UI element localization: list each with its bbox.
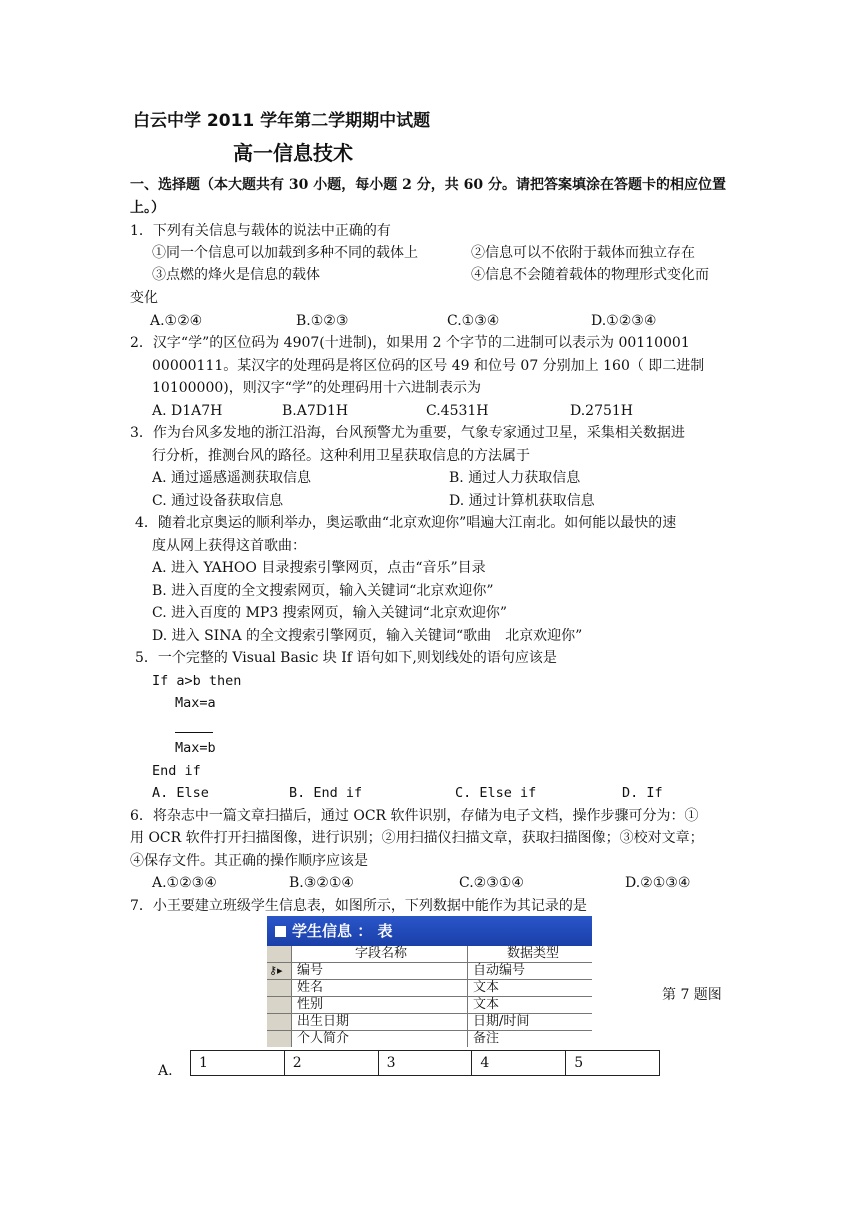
field-name: 姓名: [297, 980, 324, 995]
q1-option-b: B.①②③: [296, 313, 349, 329]
q7-option-a-label: A.: [158, 1063, 173, 1079]
q3-stem-line2: 行分析，推测台风的路径。这种利用卫星获取信息的方法属于: [152, 448, 530, 464]
field-name: 个人简介: [297, 1031, 350, 1046]
field-type: 日期/时间: [467, 1014, 592, 1030]
option-a-cell: 3: [379, 1051, 473, 1075]
q4-stem-line2: 度从网上获得这首歌曲：: [152, 538, 306, 554]
access-row: [267, 1014, 592, 1031]
q4-stem-line1: 4．随着北京奥运的顺利举办，奥运歌曲“北京欢迎你”唱遍大江南北。如何能以最快的速: [135, 515, 677, 531]
q1-statement-4: ④信息不会随着载体的物理形式变化而: [471, 267, 709, 283]
q5-code-blank: [175, 732, 213, 733]
access-row: [267, 980, 592, 997]
option-a-cell: 4: [472, 1051, 566, 1075]
field-type: 文本: [467, 980, 592, 996]
q1-statement-3: ③点燃的烽火是信息的载体: [152, 267, 320, 283]
q1-option-c: C.①③④: [447, 313, 500, 329]
q3-option-b: B. 通过人力获取信息: [449, 470, 581, 486]
q2-option-d: D.2751H: [570, 403, 634, 419]
q3-option-c: C. 通过设备获取信息: [152, 493, 284, 509]
col-type-header: 数据类型: [467, 946, 592, 962]
q4-option-b: B. 进入百度的全文搜索网页，输入关键词“北京欢迎你”: [152, 583, 494, 599]
q2-option-a: A. D1A7H: [152, 403, 223, 419]
field-type: 自动编号: [467, 963, 592, 979]
field-name: 出生日期: [297, 1014, 350, 1029]
option-a-cell: 2: [285, 1051, 379, 1075]
q6-option-a: A.①②③④: [152, 875, 217, 891]
q2-stem-line3: 10100000)，则汉字“学”的处理码用十六进制表示为: [152, 380, 482, 396]
q5-option-a: A. Else: [152, 785, 209, 801]
col-field-header: 字段名称: [354, 946, 407, 961]
q1-stem: 1．下列有关信息与载体的说法中正确的有: [130, 223, 391, 239]
q5-stem: 5．一个完整的 Visual Basic 块 If 语句如下,则划线处的语句应该是: [135, 650, 557, 666]
primary-key-icon: ⚷▸: [269, 964, 283, 977]
field-name: 性别: [297, 997, 324, 1012]
school-title: 白云中学 2011 学年第二学期期中试题: [133, 111, 431, 131]
section-heading-cont: 上。）: [130, 200, 165, 216]
q6-stem-line3: ④保存文件。其正确的操作顺序应该是: [130, 853, 368, 869]
option-a-cell: 1: [191, 1051, 285, 1075]
access-table-figure: [267, 916, 592, 1049]
q6-stem-line1: 6．将杂志中一篇文章扫描后，通过 OCR 软件识别，存储为电子文档，操作步骤可分为：①: [130, 808, 699, 824]
q4-option-c: C. 进入百度的 MP3 搜索网页，输入关键词“北京欢迎你”: [152, 605, 507, 621]
q5-code-max-b: Max=b: [175, 740, 216, 756]
q2-stem-line1: 2．汉字“学”的区位码为 4907(十进制)，如果用 2 个字节的二进制可以表示为 00110001: [130, 335, 690, 351]
access-window-titlebar: [267, 916, 592, 946]
q3-option-a: A. 通过遥感遥测获取信息: [152, 470, 312, 486]
option-a-cell: 5: [574, 1055, 584, 1071]
q3-option-d: D. 通过计算机获取信息: [449, 493, 595, 509]
q4-option-a: A. 进入 YAHOO 目录搜索引擎网页，点击“音乐”目录: [152, 560, 486, 576]
q1-statement-1: ①同一个信息可以加载到多种不同的载体上: [152, 245, 418, 261]
section-heading: 一、选择题（本大题共有 30 小题，每小题 2 分，共 60 分。请把答案填涂在答题卡的相应位置: [130, 177, 726, 193]
access-header-row: [267, 946, 592, 963]
field-type: 备注: [467, 1031, 592, 1047]
q1-option-d: D.①②③④: [591, 313, 657, 329]
q1-statement-2: ②信息可以不依附于载体而独立存在: [471, 245, 695, 261]
field-type: 文本: [467, 997, 592, 1013]
access-row: [267, 963, 592, 980]
access-window-title: 学生信息 ： 表: [292, 922, 393, 940]
q4-option-d: D. 进入 SINA 的全文搜索引擎网页，输入关键词“歌曲 北京欢迎你”: [152, 628, 583, 644]
q6-stem-line2: 用 OCR 软件打开扫描图像，进行识别；②用扫描仪扫描文章，获取扫描图像；③校对文章；: [130, 830, 704, 846]
q5-code-max-a: Max=a: [175, 695, 216, 711]
q6-option-c: C.②③①④: [459, 875, 524, 891]
q6-option-b: B.③②①④: [289, 875, 354, 891]
q2-option-c: C.4531H: [426, 403, 489, 419]
q2-stem-line2: 00000111。某汉字的处理码是将区位码的区号 49 和位号 07 分别加上 160（ 即二进制: [152, 358, 705, 374]
q5-code-if: If a>b then: [152, 673, 242, 689]
table-icon: [275, 926, 286, 937]
q3-stem-line1: 3．作为台风多发地的浙江沿海，台风预警尤为重要，气象专家通过卫星，采集相关数据进: [130, 425, 685, 441]
q5-code-end-if: End if: [152, 763, 201, 779]
q5-option-b: B. End if: [289, 785, 363, 801]
q1-option-a: A.①②④: [150, 313, 203, 329]
q5-option-c: C. Else if: [455, 785, 537, 801]
subject-title: 高一信息技术: [233, 141, 353, 165]
q6-option-d: D.②①③④: [625, 875, 691, 891]
q5-option-d: D. If: [622, 785, 663, 801]
field-name: 编号: [297, 963, 324, 978]
q1-statement-4-cont: 变化: [130, 290, 158, 306]
access-row: [267, 997, 592, 1014]
access-row: [267, 1031, 592, 1047]
q7-stem: 7．小王要建立班级学生信息表，如图所示，下列数据中能作为其记录的是: [130, 898, 587, 914]
figure-caption: 第 7 题图: [662, 987, 722, 1003]
q2-option-b: B.A7D1H: [282, 403, 349, 419]
q7-option-a-table: [190, 1050, 660, 1076]
